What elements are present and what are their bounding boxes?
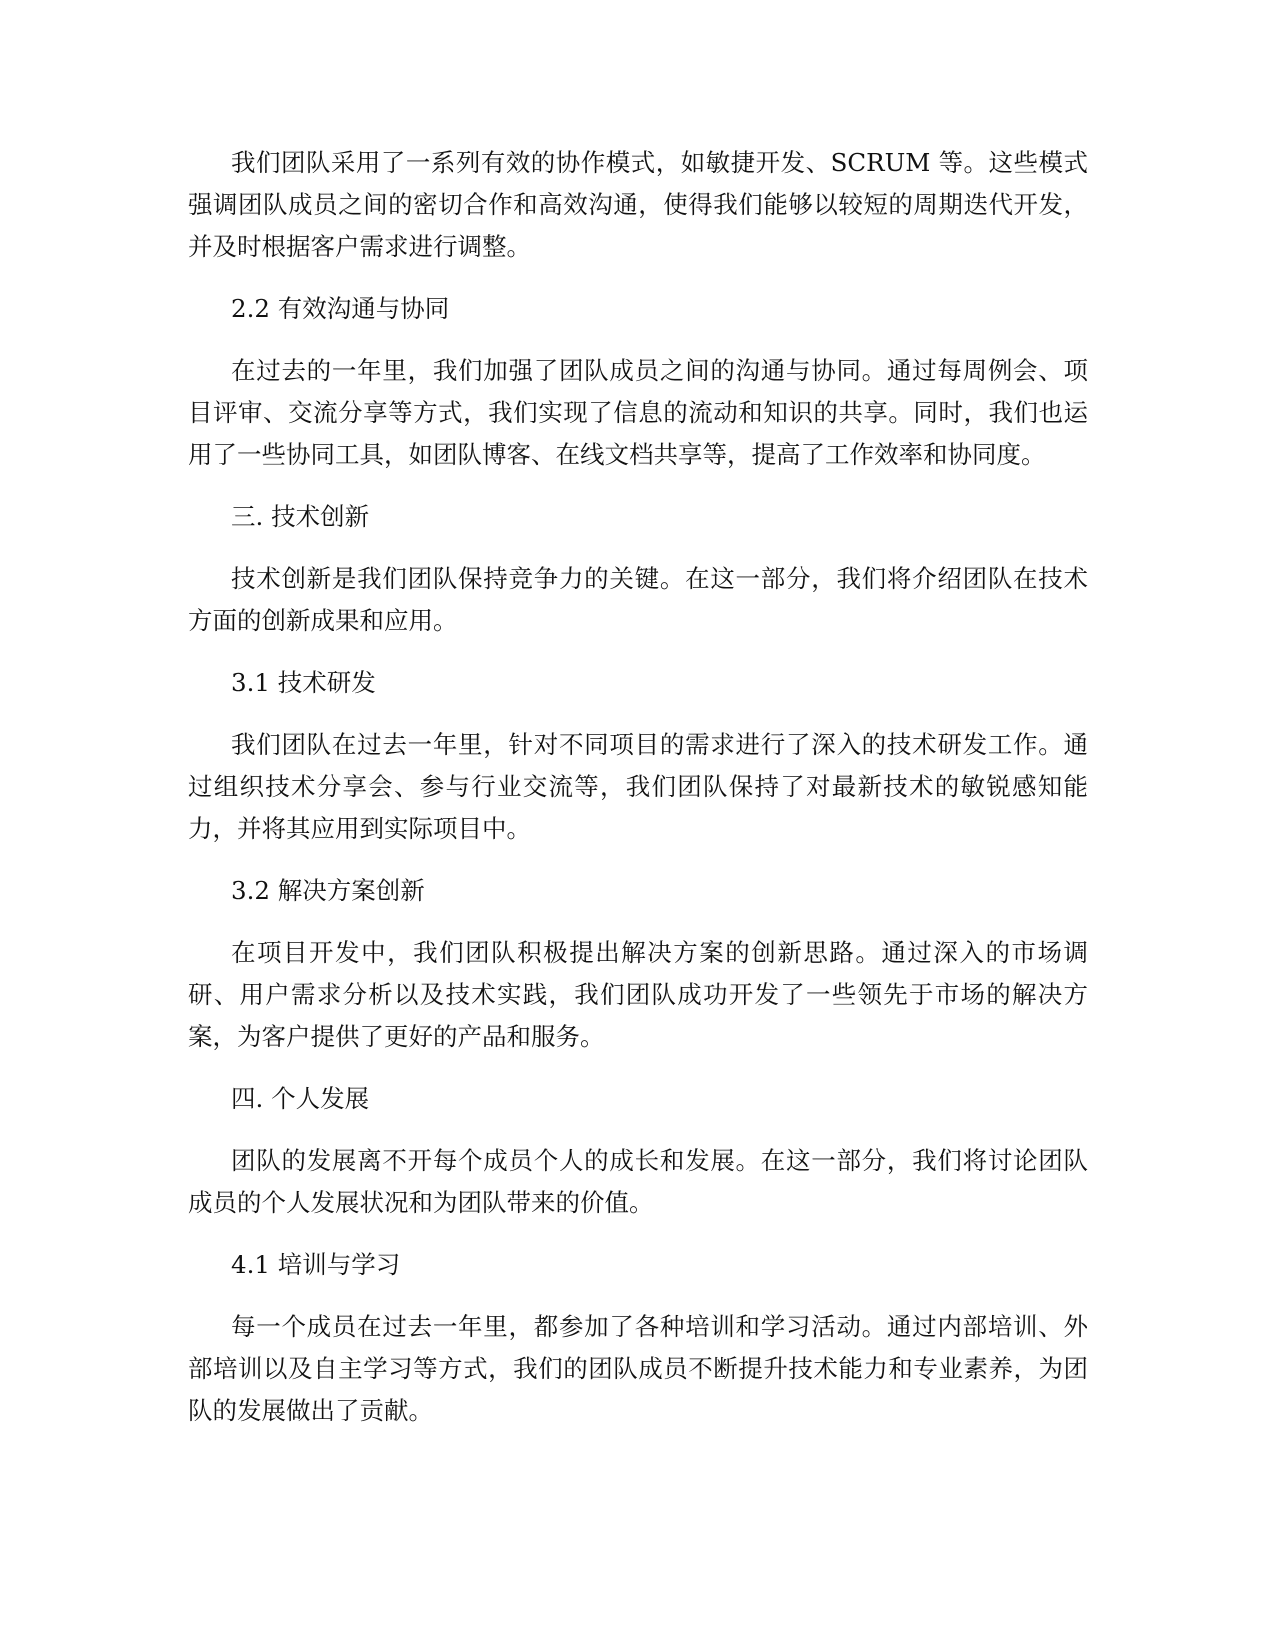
document-body (188, 142, 1088, 1452)
heading-section-3: 三. 技术创新 (231, 502, 370, 531)
paragraph-solution-innovation: 在项目开发中，我们团队积极提出解决方案的创新思路。通过深入的市场调研、用户需求分析以及技术实践，我们团队成功开发了一些领先于市场的解决方案，为客户提供了更好的产品和服务。 (188, 938, 1088, 1051)
heading-2-2: 2.2 有效沟通与协同 (231, 294, 450, 323)
paragraph-collaboration-models: 我们团队采用了一系列有效的协作模式，如敏捷开发、SCRUM 等。这些模式强调团队成员之间的密切合作和高效沟通，使得我们能够以较短的周期迭代开发，并及时根据客户需求进行调整。 (188, 148, 1088, 261)
paragraph-tech-rd: 我们团队在过去一年里，针对不同项目的需求进行了深入的技术研发工作。通过组织技术分享会、参与行业交流等，我们团队保持了对最新技术的敏锐感知能力，并将其应用到实际项目中。 (188, 730, 1088, 843)
paragraph-personal-development: 团队的发展离不开每个成员个人的成长和发展。在这一部分，我们将讨论团队成员的个人发展状况和为团队带来的价值。 (188, 1146, 1088, 1217)
heading-4-1: 4.1 培训与学习 (231, 1250, 401, 1279)
paragraph-tech-innovation: 技术创新是我们团队保持竞争力的关键。在这一部分，我们将介绍团队在技术方面的创新成果和应用。 (188, 564, 1088, 635)
paragraph-training: 每一个成员在过去一年里，都参加了各种培训和学习活动。通过内部培训、外部培训以及自主学习等方式，我们的团队成员不断提升技术能力和专业素养，为团队的发展做出了贡献。 (188, 1312, 1088, 1425)
heading-3-1: 3.1 技术研发 (231, 668, 376, 697)
heading-3-2: 3.2 解决方案创新 (231, 876, 425, 905)
heading-section-4: 四. 个人发展 (231, 1084, 370, 1113)
paragraph-communication: 在过去的一年里，我们加强了团队成员之间的沟通与协同。通过每周例会、项目评审、交流分享等方式，我们实现了信息的流动和知识的共享。同时，我们也运用了一些协同工具，如团队博客、在线文档共享等，提高了工作效率和协同度。 (188, 356, 1088, 469)
